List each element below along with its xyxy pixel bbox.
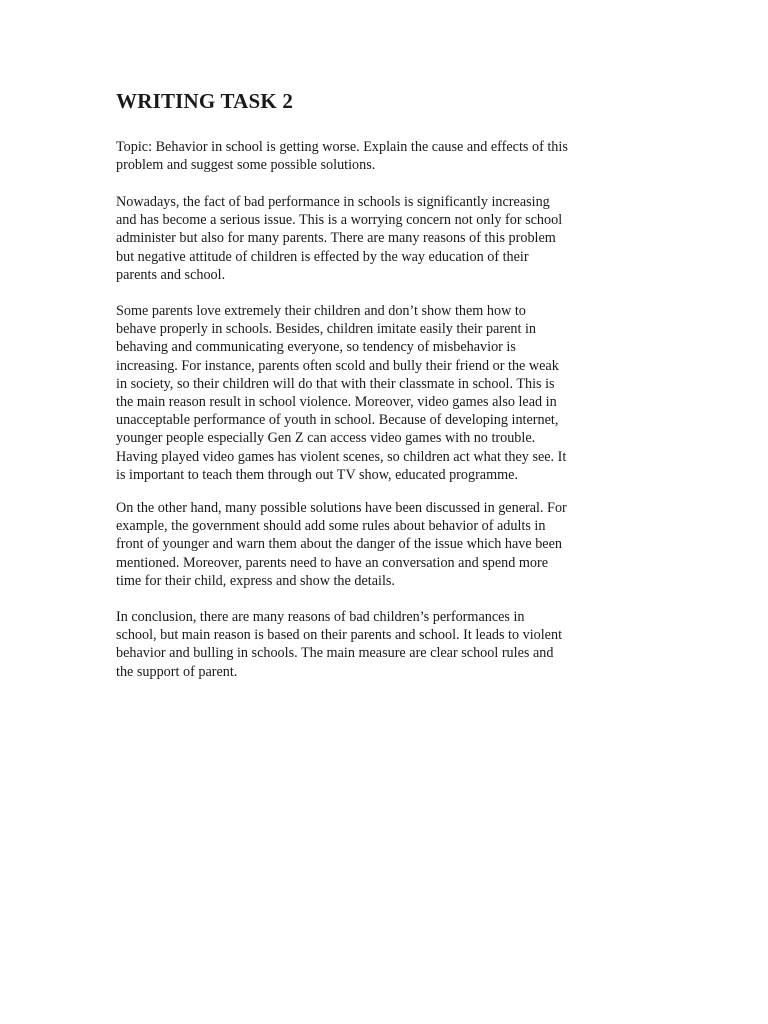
document-title: WRITING TASK 2 (116, 89, 294, 113)
text-line: On the other hand, many possible solutions have been discussed in general. For (116, 500, 567, 516)
text-line: younger people especially Gen Z can access video games with no trouble. (116, 430, 536, 447)
text-line: Some parents love extremely their children and don’t show them how to (116, 303, 526, 319)
text-line: time for their child, express and show the details. (116, 572, 395, 589)
text-line: problem and suggest some possible solutions. (116, 157, 376, 174)
body-paragraph-causes (116, 302, 566, 484)
text-line: administer but also for many parents. There are many reasons of this problem (116, 230, 556, 247)
text-line: mentioned. Moreover, parents need to have an conversation and spend more (116, 554, 549, 571)
text-line: behaving and communicating everyone, so tendency of misbehavior is (116, 339, 516, 356)
text-line: in society, so their children will do that with their classmate in school. This is (116, 375, 555, 392)
text-line: increasing. For instance, parents often scold and bully their friend or the weak (116, 357, 559, 374)
text-line: the support of parent. (116, 663, 238, 680)
text-line: parents and school. (116, 266, 226, 283)
text-line: and has become a serious issue. This is a worrying concern not only for school (116, 212, 563, 229)
body-paragraph-solutions (116, 499, 567, 590)
text-line: Topic: Behavior in school is getting worse. Explain the cause and effects of this (116, 139, 568, 155)
conclusion-paragraph (116, 608, 562, 681)
text-line: unacceptable performance of youth in school. Because of developing internet, (116, 412, 559, 429)
text-line: front of younger and warn them about the danger of the issue which have been (116, 536, 562, 553)
text-line: behavior and bulling in schools. The main measure are clear school rules and (116, 645, 554, 662)
text-line: is important to teach them through out TV show, educated programme. (116, 466, 519, 483)
text-line: the main reason result in school violence. Moreover, video games also lead in (116, 394, 557, 411)
introduction-paragraph (116, 193, 562, 284)
text-line: example, the government should add some rules about behavior of adults in (116, 518, 546, 535)
text-line: Having played video games has violent scenes, so children act what they see. It (116, 448, 567, 465)
topic-paragraph (116, 138, 568, 174)
text-line: school, but main reason is based on their parents and school. It leads to violent (116, 627, 563, 644)
text-line: Nowadays, the fact of bad performance in schools is significantly increasing (116, 194, 550, 210)
text-line: but negative attitude of children is effected by the way education of their (116, 248, 529, 265)
text-line: behave properly in schools. Besides, children imitate easily their parent in (116, 321, 536, 338)
text-line: In conclusion, there are many reasons of bad children’s performances in (116, 609, 525, 625)
